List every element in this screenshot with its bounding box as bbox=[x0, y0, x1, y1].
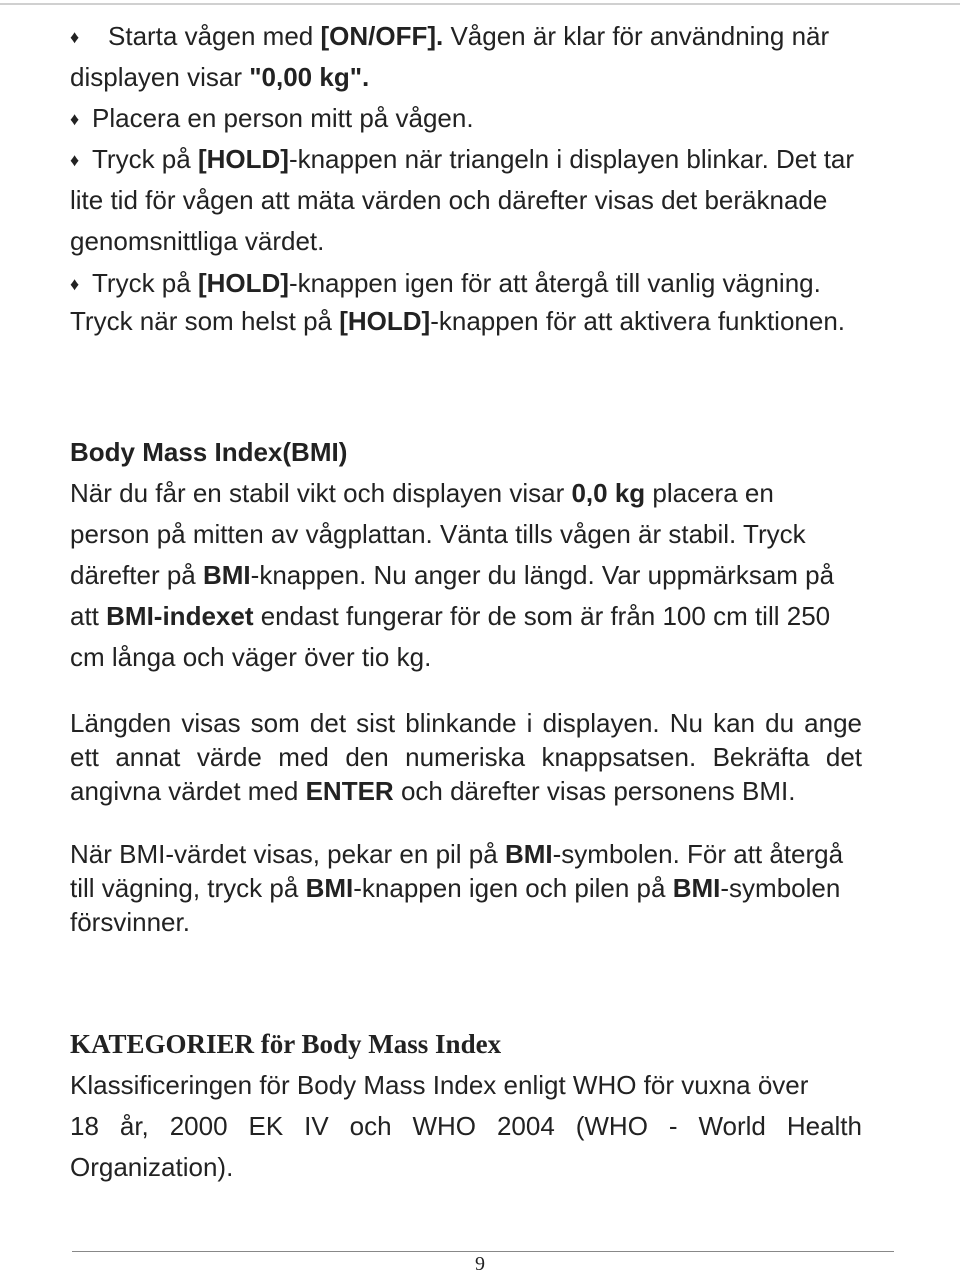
bmi-p2-line-3: angivna värdet med ENTER och därefter visas personens BMI. bbox=[70, 776, 796, 806]
intro-line-1: ♦ Starta vågen med [ON/OFF]. Vågen är klar för användning när bbox=[70, 21, 830, 51]
bmi-p1-line-4: att BMI-indexet endast fungerar för de som är från 100 cm till 250 bbox=[70, 601, 831, 631]
intro-line-2: displayen visar "0,00 kg". bbox=[70, 62, 370, 92]
bmi-p2-line-2: ett annat värde med den numeriska knappsatsen. Bekräfta det bbox=[70, 742, 862, 772]
intro-line-3: ♦ Placera en person mitt på vågen. bbox=[70, 103, 474, 133]
intro-line-5: lite tid för vågen att mäta värden och därefter visas det beräknade bbox=[70, 185, 828, 215]
categories-heading: KATEGORIER för Body Mass Index bbox=[70, 1029, 502, 1059]
bmi-p1-line-5: cm långa och väger över tio kg. bbox=[70, 642, 432, 672]
bmi-p1-line-2: person på mitten av vågplattan. Vänta tills vågen är stabil. Tryck bbox=[70, 519, 806, 549]
bmi-p1-line-3: därefter på BMI-knappen. Nu anger du längd. Var uppmärksam på bbox=[70, 560, 835, 590]
categories-line-2: 18 år, 2000 EK IV och WHO 2004 (WHO - World Health bbox=[70, 1111, 862, 1141]
intro-line-6: genomsnittliga värdet. bbox=[70, 226, 325, 256]
intro-line-7: ♦ Tryck på [HOLD]-knappen igen för att återgå till vanlig vägning. bbox=[70, 268, 821, 298]
intro-line-4: ♦ Tryck på [HOLD]-knappen när triangeln i displayen blinkar. Det tar bbox=[70, 144, 855, 174]
bmi-p3-line-1: När BMI-värdet visas, pekar en pil på BMI-symbolen. För att återgå bbox=[70, 839, 844, 869]
top-rule bbox=[0, 3, 960, 5]
categories-line-1: Klassificeringen för Body Mass Index enligt WHO för vuxna över bbox=[70, 1070, 809, 1100]
bmi-p3-line-3: försvinner. bbox=[70, 907, 190, 937]
diamond-bullet-icon: ♦ bbox=[70, 150, 80, 170]
page-number: 9 bbox=[475, 1253, 485, 1275]
bmi-p3-line-2: till vägning, tryck på BMI-knappen igen och pilen på BMI-symbolen bbox=[70, 873, 841, 903]
categories-line-3: Organization). bbox=[70, 1152, 234, 1182]
diamond-bullet-icon: ♦ bbox=[70, 274, 80, 294]
diamond-bullet-icon: ♦ bbox=[70, 109, 80, 129]
bmi-heading: Body Mass Index(BMI) bbox=[70, 437, 348, 467]
bmi-p1-line-1: När du får en stabil vikt och displayen visar 0,0 kg placera en bbox=[70, 478, 774, 508]
diamond-bullet-icon: ♦ bbox=[70, 27, 80, 47]
bmi-p2-line-1: Längden visas som det sist blinkande i displayen. Nu kan du ange bbox=[70, 708, 862, 738]
intro-line-8: Tryck när som helst på [HOLD]-knappen för att aktivera funktionen. bbox=[70, 306, 846, 336]
